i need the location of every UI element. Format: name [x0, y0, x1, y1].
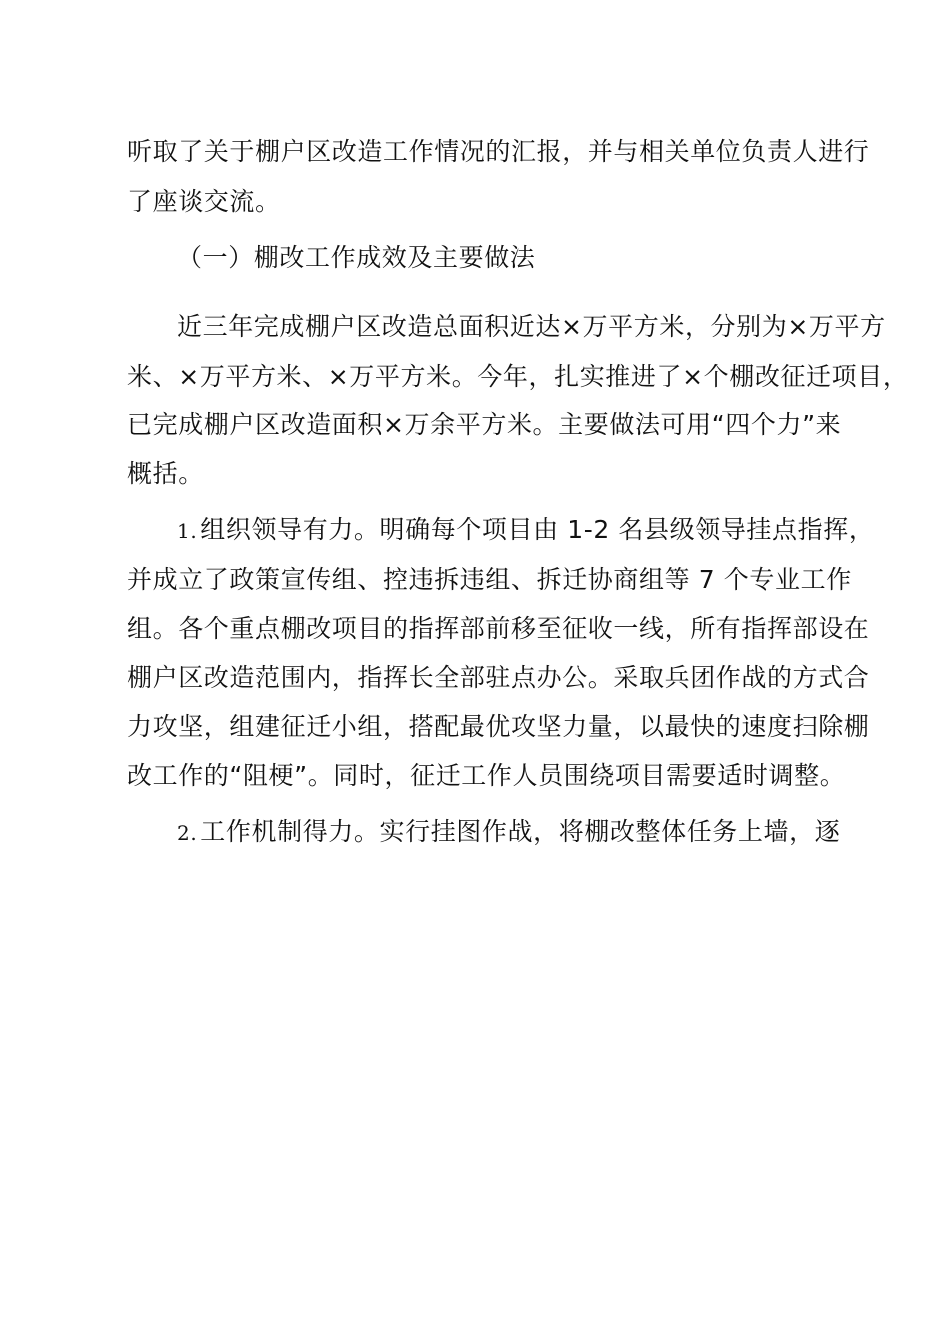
item1-line-5: 力攻坚，组建征迁小组，搭配最优攻坚力量，以最快的速度扫除棚: [127, 712, 870, 741]
item1-text-1: 组织领导有力。明确每个项目由 1-2 名县级领导挂点指挥，: [200, 515, 875, 544]
item1-line-1: [177, 514, 875, 547]
item2-number: 2.: [177, 821, 198, 845]
section-heading: （一）棚改工作成效及主要做法: [177, 243, 536, 272]
intro-line-2: 了座谈交流。: [127, 187, 281, 216]
results-paragraph-line-4: 概括。: [127, 459, 204, 488]
item2-line-1: [177, 816, 847, 849]
item1-line-2: 并成立了政策宣传组、控违拆违组、拆迁协商组等 7 个专业工作: [127, 565, 852, 594]
item2-text-1: 工作机制得力。实行挂图作战，将棚改整体任务上墙，逐: [200, 817, 841, 846]
intro-line-1: 听取了关于棚户区改造工作情况的汇报，并与相关单位负责人进行: [127, 137, 870, 166]
results-paragraph-line-2: 米、×万平方米、×万平方米。今年，扎实推进了×个棚改征迁项目，: [127, 362, 909, 391]
item1-number: 1.: [177, 519, 198, 543]
item1-line-6: 改工作的“阻梗”。同时，征迁工作人员围绕项目需要适时调整。: [127, 761, 846, 790]
results-paragraph-line-1: 近三年完成棚户区改造总面积近达×万平方米，分别为×万平方: [177, 312, 886, 341]
results-paragraph-line-3: 已完成棚户区改造面积×万余平方米。主要做法可用“四个力”来: [127, 410, 842, 439]
item1-line-4: 棚户区改造范围内，指挥长全部驻点办公。采取兵团作战的方式合: [127, 663, 870, 692]
item1-line-3: 组。各个重点棚改项目的指挥部前移至征收一线，所有指挥部设在: [127, 614, 870, 643]
